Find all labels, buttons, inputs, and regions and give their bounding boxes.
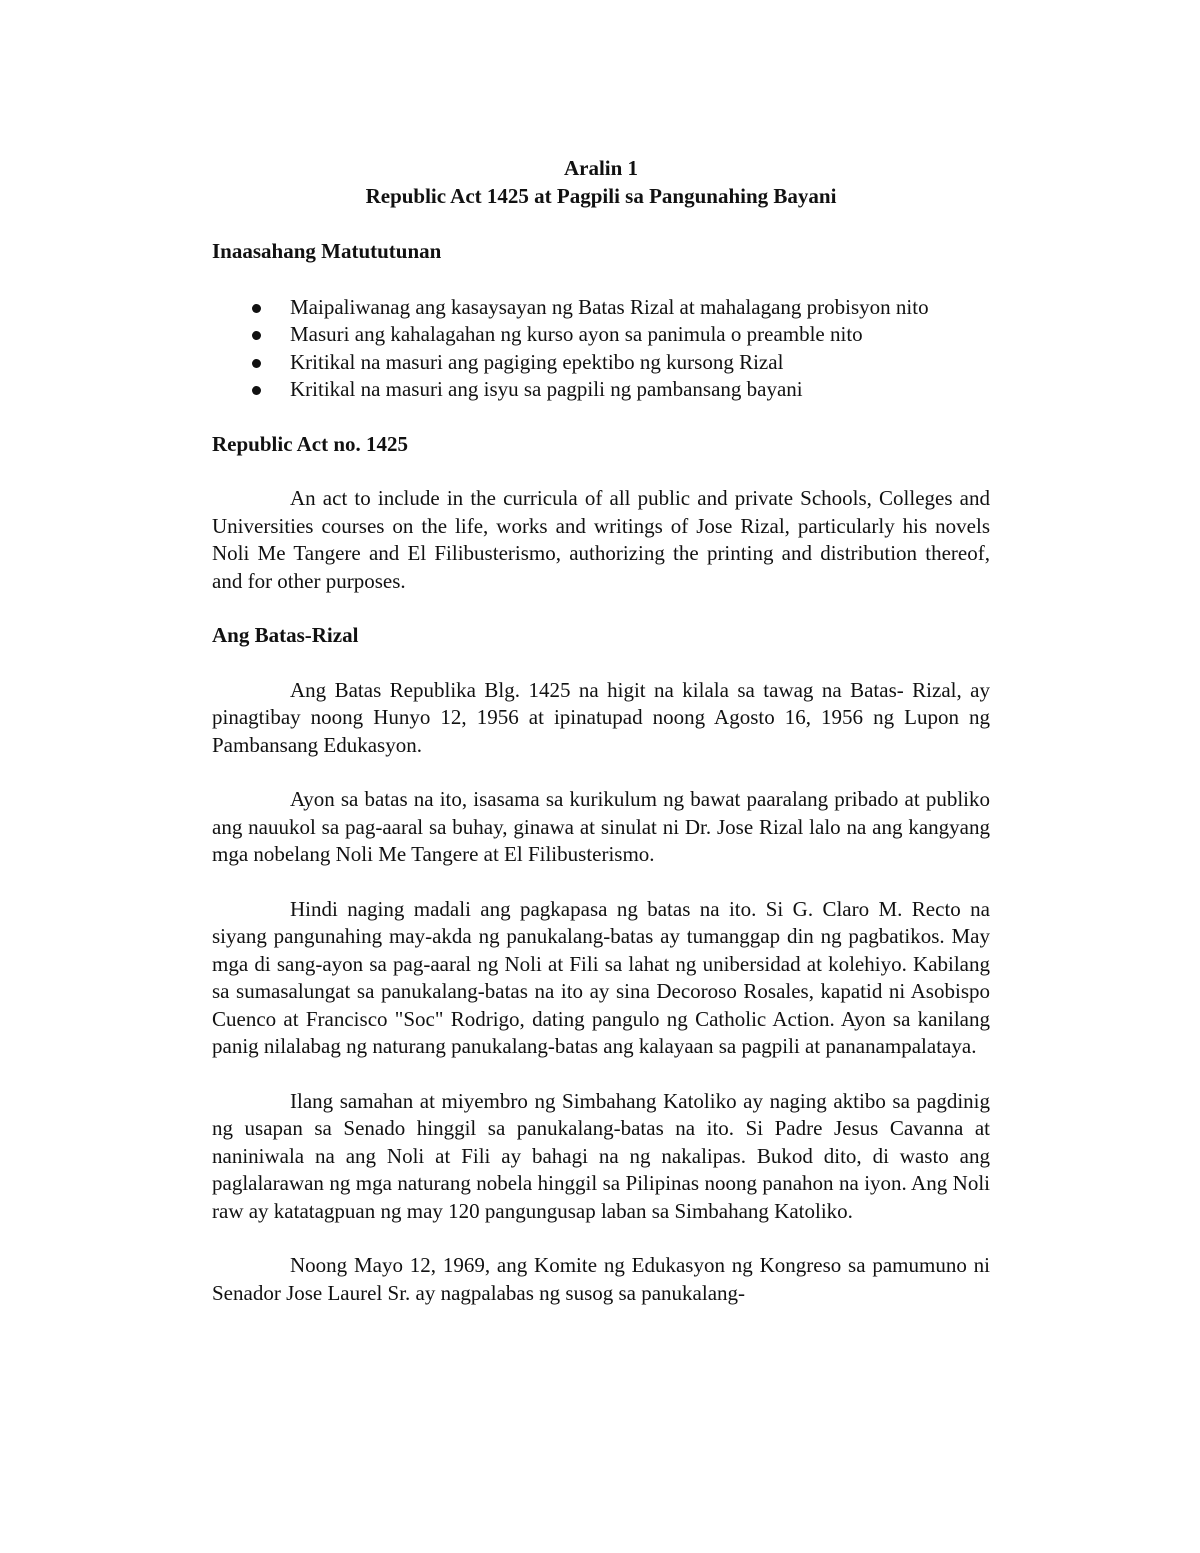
lesson-title: Republic Act 1425 at Pagpili sa Pangunahing Bayani <box>365 183 837 208</box>
objective-text: Maipaliwanag ang kasaysayan ng Batas Rizal at mahalagang probisyon nito <box>290 294 929 319</box>
batas-rizal-heading: Ang Batas-Rizal <box>212 623 359 647</box>
bullet-icon <box>252 359 261 368</box>
page-content <box>212 155 990 1307</box>
body-paragraph: Noong Mayo 12, 1969, ang Komite ng Edukasyon ng Kongreso sa pamumuno ni Senador Jose Laurel Sr. ay nagpalabas ng susog sa panukalang- <box>212 1253 990 1305</box>
objectives-heading: Inaasahang Matututunan <box>212 239 442 263</box>
objective-text: Masuri ang kahalagahan ng kurso ayon sa panimula o preamble nito <box>290 322 863 346</box>
bullet-icon <box>252 304 261 313</box>
objective-text: Kritikal na masuri ang pagiging epektibo ng kursong Rizal <box>290 349 784 374</box>
list-item <box>212 294 990 322</box>
body-paragraph: Hindi naging madali ang pagkapasa ng batas na ito. Si G. Claro M. Recto na siyang pangunahing may-akda ng panukalang-batas ay tumanggap din ng pagbatikos. May mga di sang-ayon sa pag-aaral ng Noli at Fili sa lahat ng unibersidad at kolehiyo. Kabilang sa sumasalungat sa panukalang-batas na ito ay sina Decoroso Rosales, kapatid ni Asobispo Cuenco at Francisco "Soc" Rodrigo, dating pangulo ng Catholic Action. Ayon sa kanilang panig nilalabag ng naturang panukalang-batas ang kalayaan sa pagpili at pananampalataya. <box>212 896 990 1058</box>
bullet-icon <box>252 386 261 395</box>
body-paragraph: Ilang samahan at miyembro ng Simbahang Katoliko ay naging aktibo sa pagdinig ng usapan sa Senado hinggil sa panukalang-batas na ito. Si Padre Jesus Cavanna at naniniwala na ang Noli at Fili ay bahagi na ng nakalipas. Bukod dito, di wasto ang paglalarawan ng mga naturang nobela hinggil sa Pilipinas noong panahon na iyon. Ang Noli raw ay katatagpuan ng may 120 pangungusap laban sa Simbahang Katoliko. <box>212 1088 990 1223</box>
list-item <box>212 349 990 377</box>
objectives-list <box>212 294 990 404</box>
body-paragraph: Ayon sa batas na ito, isasama sa kurikulum ng bawat paaralang pribado at publiko ang nauukol sa pag-aaral sa buhay, ginawa at sinulat ni Dr. Jose Rizal lalo na ang kangyang mga nobelang Noli Me Tangere at El Filibusterismo. <box>212 787 990 866</box>
list-item <box>212 376 990 404</box>
body-paragraph: Ang Batas Republika Blg. 1425 na higit na kilala sa tawag na Batas- Rizal, ay pinagtibay noong Hunyo 12, 1956 at ipinatupad noong Agosto 16, 1956 ng Lupon ng Pambansang Edukasyon. <box>212 677 990 757</box>
republic-act-paragraph: An act to include in the curricula of all public and private Schools, Colleges and Universities courses on the life, works and writings of Jose Rizal, particularly his novels Noli Me Tangere and El Filibusterismo, authorizing the printing and distribution thereof, and for other purposes. <box>212 486 990 593</box>
bullet-icon <box>252 331 261 340</box>
objective-text: Kritikal na masuri ang isyu sa pagpili ng pambansang bayani <box>290 377 803 401</box>
republic-act-heading: Republic Act no. 1425 <box>212 431 409 456</box>
lesson-number: Aralin 1 <box>563 156 639 180</box>
list-item <box>212 321 990 349</box>
